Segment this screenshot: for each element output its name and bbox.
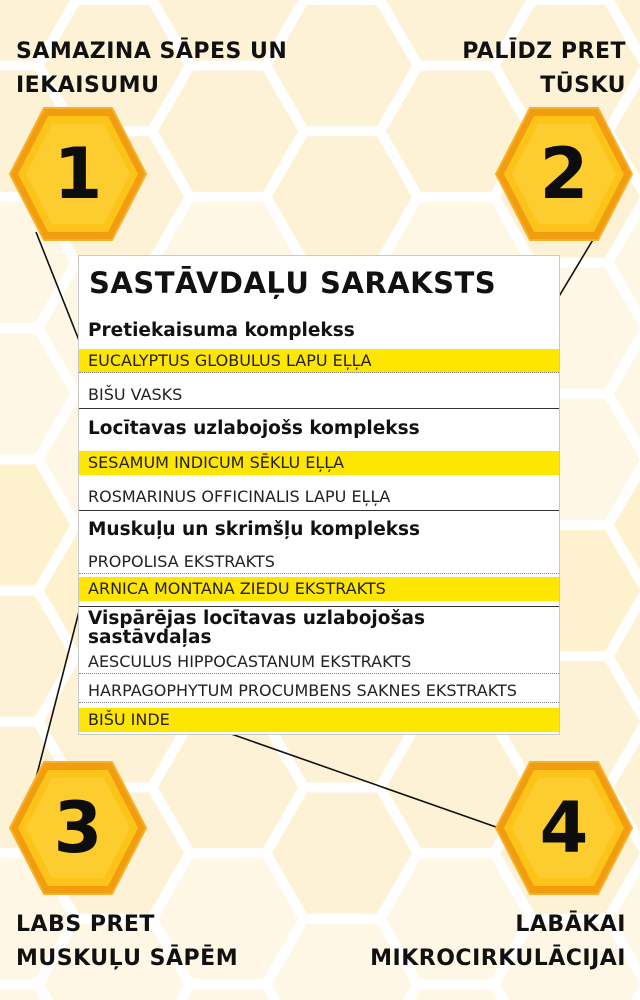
section-divider [79,606,559,607]
caption-2-line-2: TŪSKU [540,73,626,98]
connector-line-3 [36,592,84,778]
caption-3-line-1: LABS PRET [16,912,155,937]
section-divider [79,510,559,511]
caption-4-line-1: LABĀKAI [515,912,626,937]
ingredient-row: EUCALYPTUS GLOBULUS LAPU EĻĻA [79,349,559,373]
ingredient-row: PROPOLISA EKSTRAKTS [79,550,559,574]
badge-1-number: 1 [53,133,103,215]
badge-4 [494,758,634,898]
ingredient-row: ARNICA MONTANA ZIEDU EKSTRAKTS [79,577,559,601]
ingredient-row: BIŠU INDE [79,708,559,732]
panel-title: SASTĀVDAĻU SARAKSTS [89,266,497,300]
caption-3 [16,908,238,976]
caption-1-line-1: SAMAZINA SĀPES UN [16,39,288,64]
ingredient-row: BIŠU VASKS [88,385,183,404]
caption-1-line-2: IEKAISUMU [16,73,160,98]
caption-2-line-1: PALĪDZ PRET [462,39,626,64]
section-heading-2: Locītavas uzlabojošs komplekss [88,418,420,439]
caption-4 [370,908,626,976]
section-divider [79,408,559,409]
ingredients-panel [78,255,560,735]
caption-2 [462,35,626,103]
ingredient-row: HARPAGOPHYTUM PROCUMBENS SAKNES EKSTRAKTS [79,679,559,703]
caption-3-line-2: MUSKUĻU SĀPĒM [16,946,239,971]
section-heading-4-line-2: sastāvdaļas [88,627,212,648]
section-heading-4 [88,609,425,647]
ingredient-row: AESCULUS HIPPOCASTANUM EKSTRAKTS [79,650,559,674]
ingredient-row: SESAMUM INDICUM SĒKLU EĻĻA [79,451,559,475]
caption-1 [16,35,287,103]
caption-4-line-2: MIKROCIRKULĀCIJAI [370,946,626,971]
section-heading-1: Pretiekaisuma komplekss [88,320,355,341]
badge-4-number: 4 [539,787,589,869]
ingredient-row: ROSMARINUS OFFICINALIS LAPU EĻĻA [88,487,391,506]
section-heading-4-line-1: Vispārējas locītavas uzlabojošas [88,608,425,629]
badge-3 [8,758,148,898]
badge-3-number: 3 [53,787,103,869]
badge-1 [8,104,148,244]
badge-2-number: 2 [539,133,589,215]
connector-line-4 [200,723,496,827]
section-heading-3: Muskuļu un skrimšļu komplekss [88,519,421,540]
badge-2 [494,104,634,244]
